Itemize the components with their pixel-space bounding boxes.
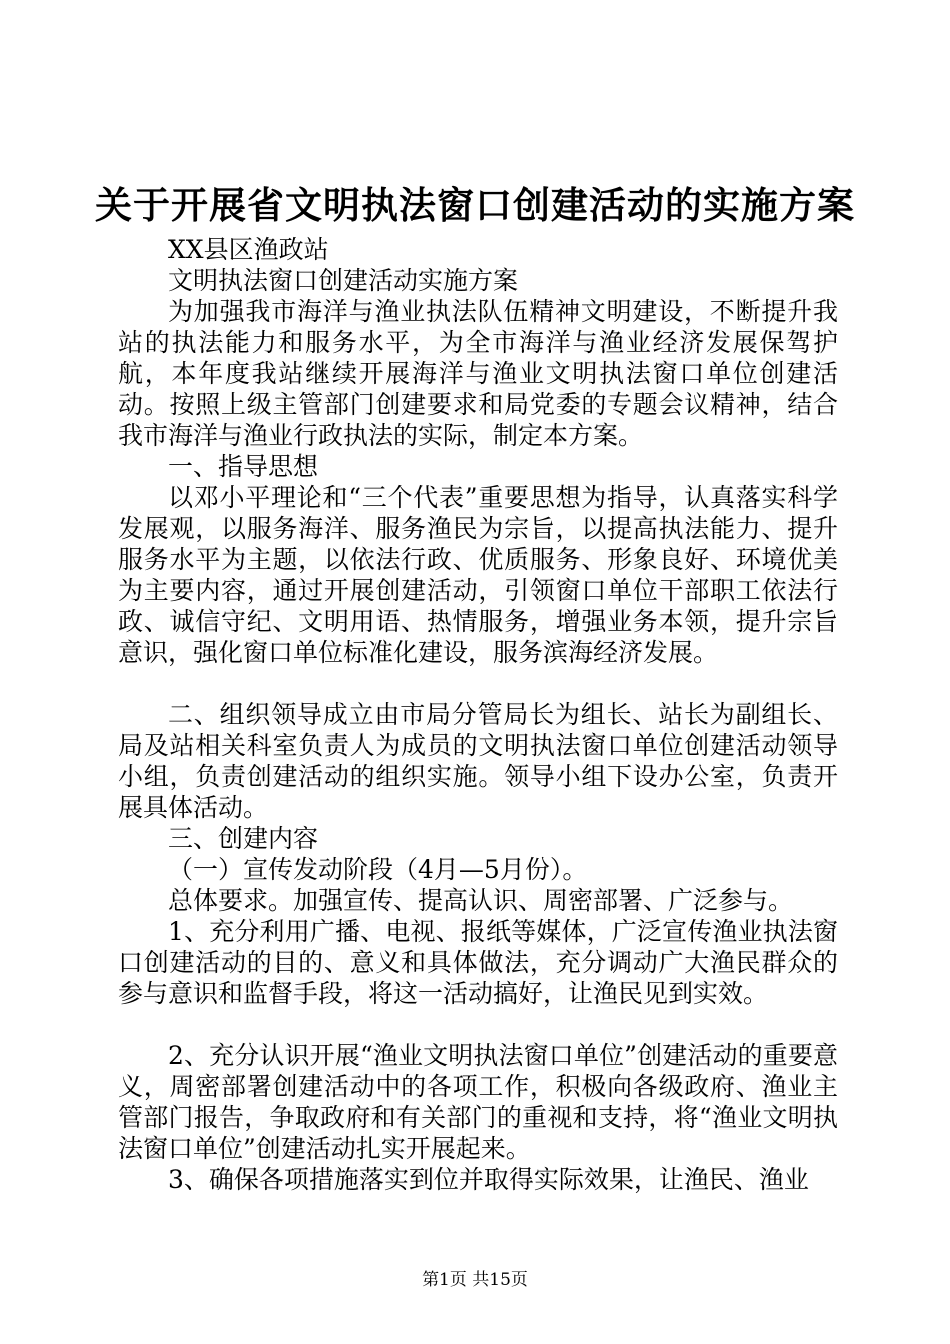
section-heading-guiding-ideology: 一、指导思想 (168, 452, 319, 481)
section-heading-content: 三、创建内容 (168, 824, 319, 853)
document-body (118, 234, 838, 1195)
guiding-ideology-paragraph: 以邓小平理论和“三个代表”重要思想为指导，认真落实科学发展观，以服务海洋、服务渔民为宗旨，以提高执法能力、提升服务水平为主题，以依法行政、优质服务、形象良好、环境优美为主要内容，通过开展创建活动，引领窗口单位干部职工依法行政、诚信守纪、文明用语、热情服务，增强业务本领，提升宗旨意识，强化窗口单位标准化建设，服务滨海经济发展。 (118, 483, 838, 667)
page-number-footer: 第1页 共15页 (422, 1270, 528, 1290)
item-3-paragraph: 3、确保各项措施落实到位并取得实际效果，让渔民、渔业 (168, 1165, 809, 1194)
phase-heading: （一）宣传发动阶段（4月—5月份）。 (168, 855, 588, 884)
document-title: 关于开展省文明执法窗口创建活动的实施方案 (95, 183, 855, 227)
issuer-line: XX县区渔政站 (168, 235, 329, 264)
item-2-paragraph: 2、充分认识开展“渔业文明执法窗口单位”创建活动的重要意义，周密部署创建活动中的各项工作，积极向各级政府、渔业主管部门报告，争取政府和有关部门的重视和支持，将“渔业文明执法窗口单位”创建活动扎实开展起来。 (118, 1041, 838, 1163)
organization-paragraph: 二、组织领导成立由市局分管局长为组长、站长为副组长、局及站相关科室负责人为成员的文明执法窗口单位创建活动领导小组，负责创建活动的组织实施。领导小组下设办公室，负责开展具体活动。 (118, 700, 838, 822)
intro-paragraph: 为加强我市海洋与渔业执法队伍精神文明建设，不断提升我站的执法能力和服务水平，为全市海洋与渔业经济发展保驾护航，本年度我站继续开展海洋与渔业文明执法窗口单位创建活动。按照上级主管部门创建要求和局党委的专题会议精神，结合我市海洋与渔业行政执法的实际，制定本方案。 (118, 297, 838, 450)
item-1-paragraph: 1、充分利用广播、电视、报纸等媒体，广泛宣传渔业执法窗口创建活动的目的、意义和具体做法，充分调动广大渔民群众的参与意识和监督手段，将这一活动搞好，让渔民见到实效。 (118, 917, 838, 1008)
subtitle-line: 文明执法窗口创建活动实施方案 (168, 266, 519, 295)
general-requirement: 总体要求。加强宣传、提高认识、周密部署、广泛参与。 (168, 886, 794, 915)
